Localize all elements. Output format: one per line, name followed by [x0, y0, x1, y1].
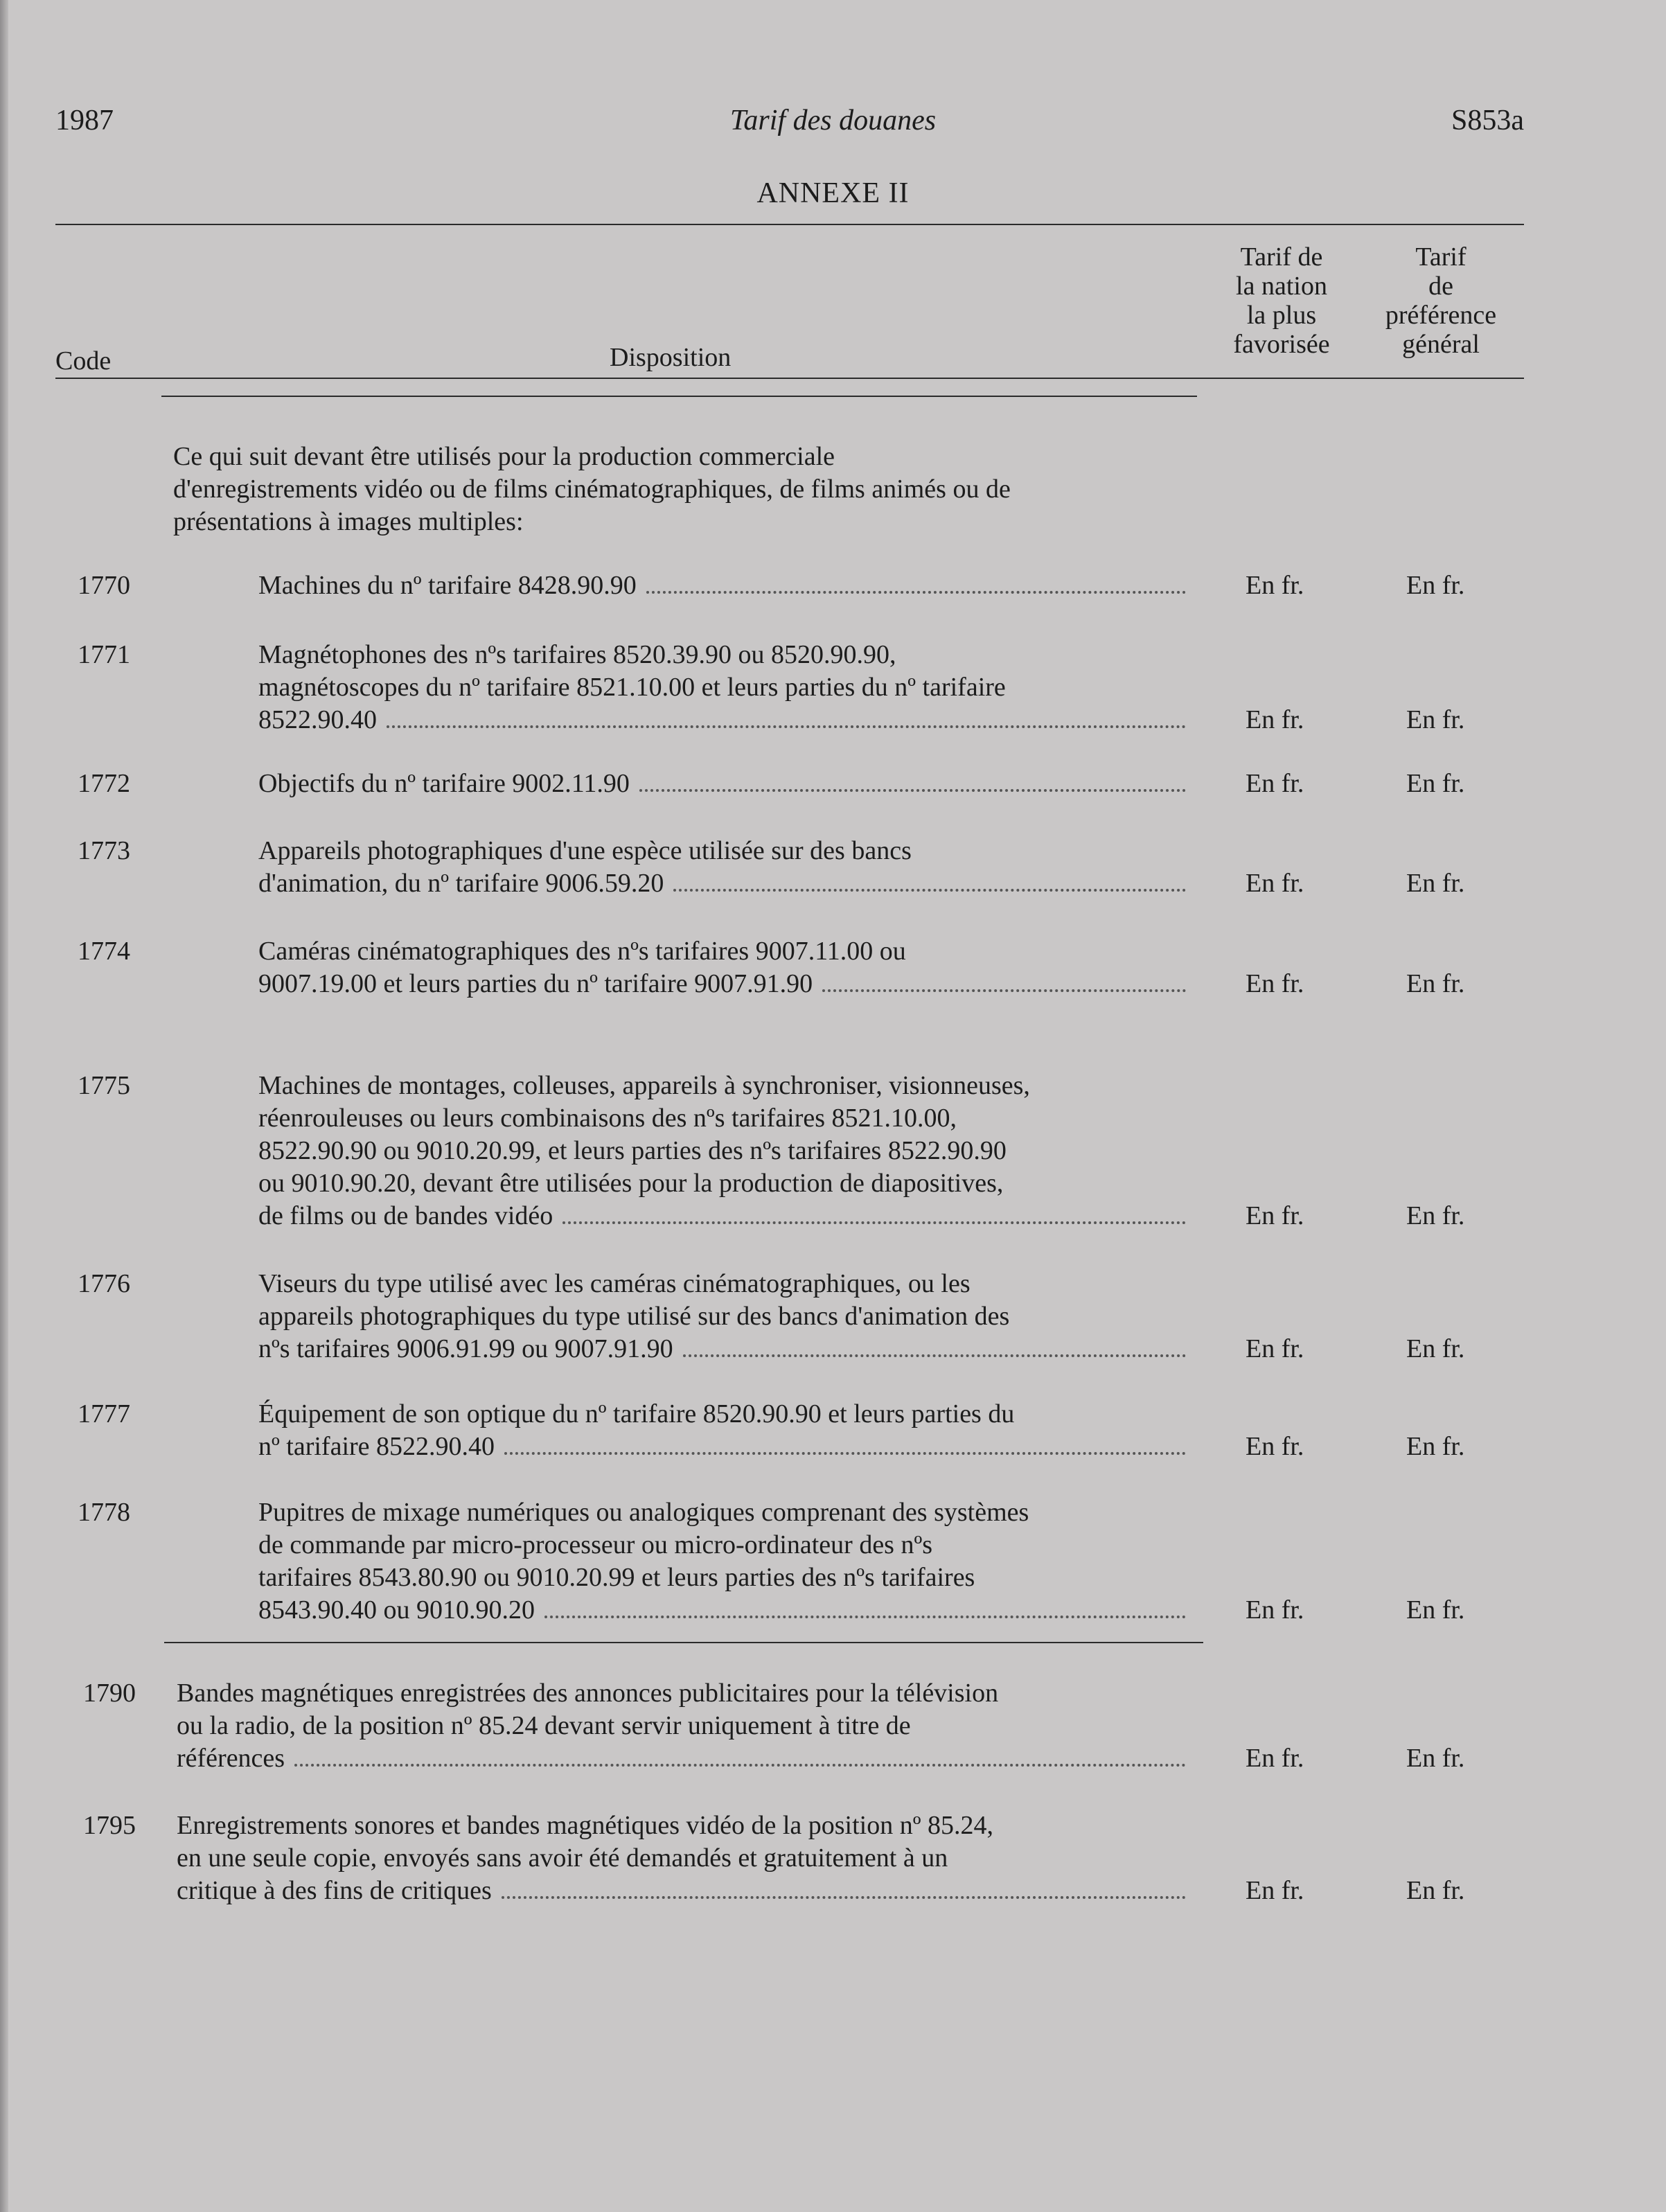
dot-leader: [387, 725, 1186, 728]
column-header-disposition: Disposition: [610, 343, 732, 372]
tariff-description: Bandes magnétiques enregistrées des annonces publicitaires pour la télévision ou la radio, de la position nº 85.24 devant servir uniquement à titre de références: [177, 1677, 1190, 1775]
gpt-rate: En fr.: [1406, 705, 1465, 734]
gpt-rate: En fr.: [1406, 869, 1465, 898]
tariff-code: 1770: [78, 571, 130, 600]
tariff-description: Pupitres de mixage numériques ou analogiques comprenant des systèmes de commande par micro-processeur ou micro-ordinateur des nºs tarifaires 8543.80.90 ou 9010.20.99 et leurs parties des nºs tarifaires 8543.90.40 ou 9010.90.20: [258, 1496, 1190, 1627]
tariff-description: Viseurs du type utilisé avec les caméras cinématographiques, ou les appareils photographiques du type utilisé sur des bancs d'animation des nºs tarifaires 9006.91.99 ou 9007.91.90: [258, 1268, 1190, 1365]
gpt-rate: En fr.: [1406, 1876, 1465, 1905]
mfn-rate: En fr.: [1246, 969, 1304, 998]
gpt-rate: En fr.: [1406, 571, 1465, 600]
dot-leader: [639, 789, 1186, 792]
dot-leader: [294, 1764, 1186, 1767]
tariff-code: 1776: [78, 1269, 130, 1298]
tariff-code: 1795: [83, 1811, 136, 1840]
tariff-description: Objectifs du nº tarifaire 9002.11.90: [258, 768, 1190, 800]
tariff-code: 1773: [78, 836, 130, 865]
gpt-rate: En fr.: [1406, 769, 1465, 798]
dot-leader: [502, 1896, 1186, 1899]
mfn-rate: En fr.: [1246, 705, 1304, 734]
page-edge: [0, 0, 8, 2212]
tariff-code: 1777: [78, 1399, 130, 1428]
dot-leader: [646, 591, 1186, 594]
tariff-description: Enregistrements sonores et bandes magnétiques vidéo de la position nº 85.24, en une seule copie, envoyés sans avoir été demandés et gratuitement à un critique à des fins de critiques: [177, 1810, 1190, 1907]
dot-leader: [562, 1221, 1186, 1224]
tariff-code: 1778: [78, 1498, 130, 1527]
dot-leader: [504, 1452, 1186, 1455]
section-rule: [161, 396, 1197, 397]
mfn-rate: En fr.: [1246, 1201, 1304, 1230]
gpt-rate: En fr.: [1406, 1595, 1465, 1625]
column-header-code: Code: [55, 346, 112, 375]
mfn-rate: En fr.: [1246, 1744, 1304, 1773]
tariff-description: Magnétophones des nºs tarifaires 8520.39.90 ou 8520.90.90, magnétoscopes du nº tarifaire 8521.10.00 et leurs parties du nº tarifaire 8522.90.40: [258, 639, 1190, 736]
mfn-rate: En fr.: [1246, 1595, 1304, 1625]
column-header-gpt: Tarif de préférence général: [1385, 242, 1497, 359]
gpt-rate: En fr.: [1406, 1334, 1465, 1363]
gpt-rate: En fr.: [1406, 1432, 1465, 1461]
gpt-rate: En fr.: [1406, 969, 1465, 998]
top-rule: [55, 224, 1524, 225]
dot-leader: [673, 889, 1186, 892]
mfn-rate: En fr.: [1246, 1432, 1304, 1461]
tariff-description: Appareils photographiques d'une espèce utilisée sur des bancs d'animation, du nº tarifaire 9006.59.20: [258, 835, 1190, 900]
mfn-rate: En fr.: [1246, 1876, 1304, 1905]
dot-leader: [683, 1354, 1186, 1357]
mfn-rate: En fr.: [1246, 1334, 1304, 1363]
section-end-rule: [164, 1642, 1203, 1643]
header-year: 1987: [55, 105, 114, 136]
gpt-rate: En fr.: [1406, 1744, 1465, 1773]
tariff-description: Caméras cinématographiques des nºs tarifaires 9007.11.00 ou 9007.19.00 et leurs parties du nº tarifaire 9007.91.90: [258, 935, 1190, 1000]
mfn-rate: En fr.: [1246, 769, 1304, 798]
mfn-rate: En fr.: [1246, 571, 1304, 600]
header-bottom-rule: [55, 378, 1524, 379]
tariff-description: Machines de montages, colleuses, appareils à synchroniser, visionneuses, réenrouleuses ou leurs combinaisons des nºs tarifaires 8521.10.00, 8522.90.90 ou 9010.20.99, et leurs parties des nºs tarifaires 8522.90.90 ou 9010.90.20, devant être utilisées pour la production de diapositives, de films ou de bandes vidéo: [258, 1070, 1190, 1232]
tariff-code: 1772: [78, 769, 130, 798]
mfn-rate: En fr.: [1246, 869, 1304, 898]
tariff-description: Machines du nº tarifaire 8428.90.90: [258, 569, 1190, 602]
annex-title: ANNEXE II: [756, 177, 910, 209]
dot-leader: [822, 989, 1186, 992]
tariff-code: 1775: [78, 1071, 130, 1100]
tariff-code: 1790: [83, 1679, 136, 1708]
tariff-code: 1774: [78, 937, 130, 966]
tariff-description: Équipement de son optique du nº tarifaire 8520.90.90 et leurs parties du nº tarifaire 8522.90.40: [258, 1398, 1190, 1463]
header-page-code: S853a: [1451, 105, 1524, 136]
tariff-code: 1771: [78, 640, 130, 669]
dot-leader: [544, 1616, 1186, 1618]
gpt-rate: En fr.: [1406, 1201, 1465, 1230]
intro-paragraph: Ce qui suit devant être utilisés pour la production commerciale d'enregistrements vidéo ou de films cinématographiques, de films animés ou de présentations à images multiples:: [173, 442, 1011, 536]
column-header-mfn: Tarif de la nation la plus favorisée: [1233, 242, 1330, 359]
header-title: Tarif des douanes: [729, 105, 937, 136]
